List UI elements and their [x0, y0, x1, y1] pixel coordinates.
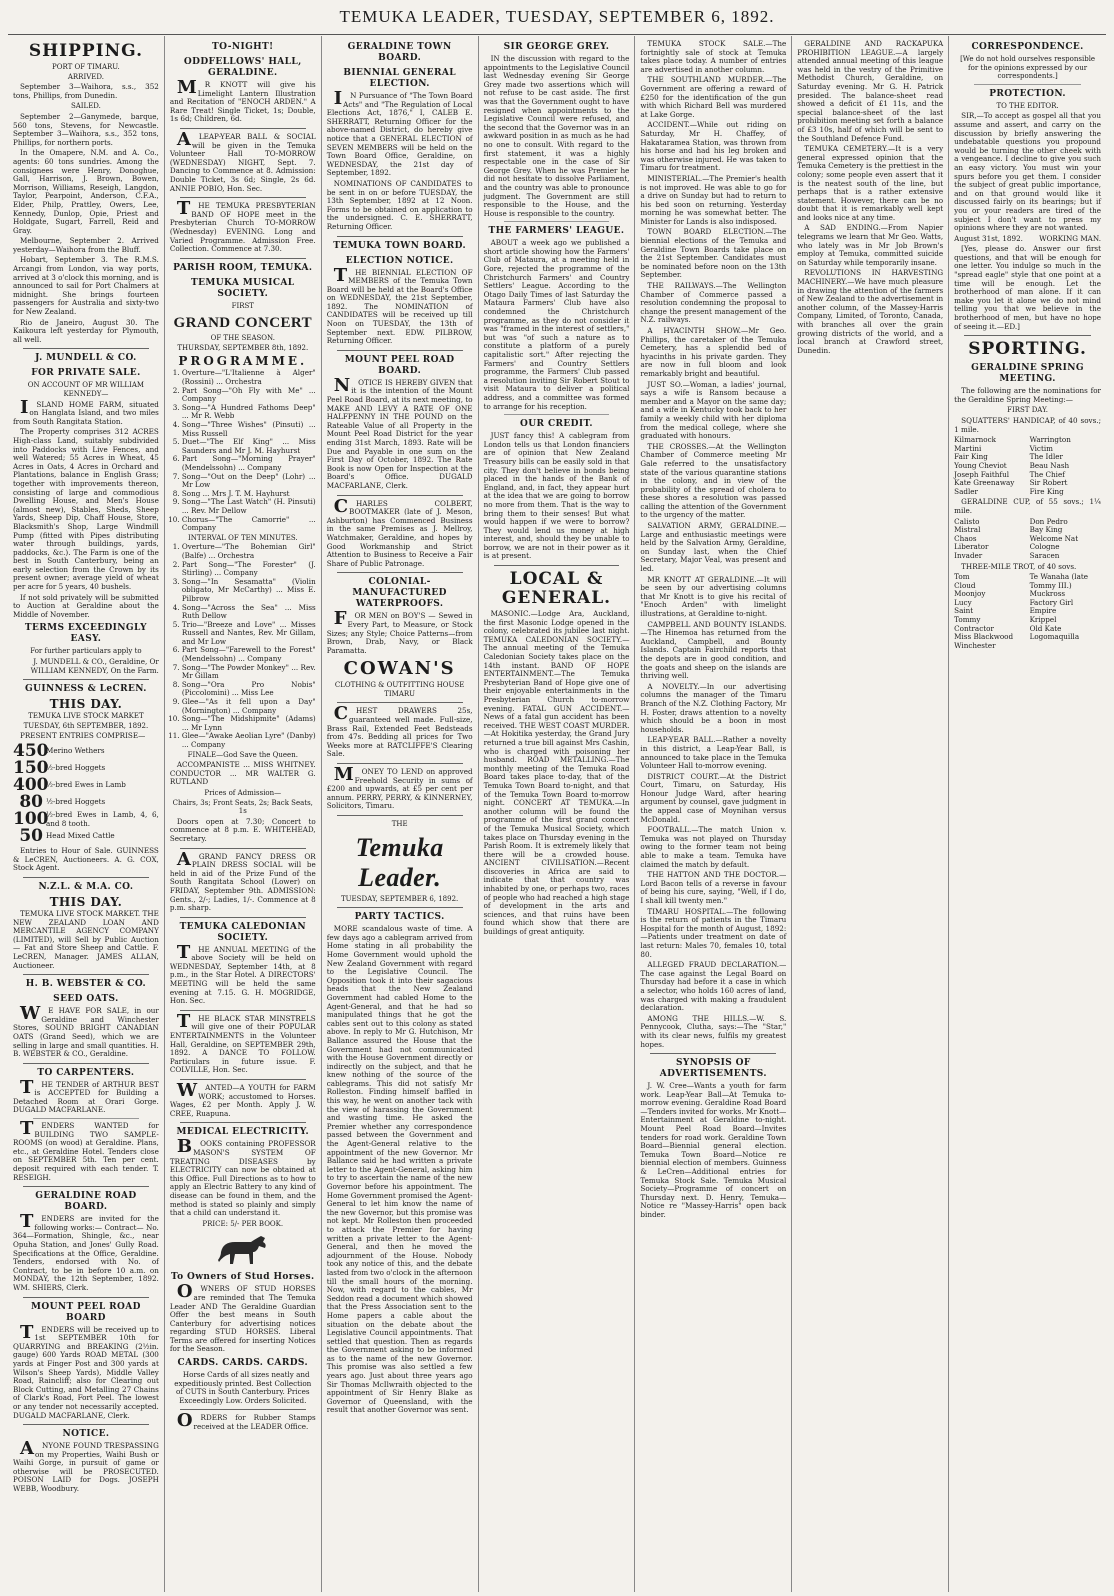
notice-text: ANYONE FOUND TRESPASSING on my Properties, Waihi Bush or Waihi Gorge, in pursuit of game or otherwise will be PROSECUTED. POISON LAID for Dogs. JOSEPH WEBB, Woodbury.	[13, 1438, 159, 1494]
tenders-text: TENDERS WANTED for BUILDING TWO SAMPLE-ROOMS (on wood) at Geraldine. Plans, etc., at Geraldine Hotel. Tenders close on SEPTEMBER 5th. Ten per cent. deposit required with each tender. T. RESEIGH.	[13, 1118, 159, 1182]
tonight-heading: TO-NIGHT!	[212, 42, 274, 52]
divider	[23, 1063, 149, 1064]
horse-name: Old Kate	[1029, 623, 1062, 633]
news-court: DISTRICT COURT.—At the District Court, Timaru, on Saturday, His Honour Judge Ward, after hearing argument by counsel, gave judgment in the appeal case of Moynihan versus McDonald.	[640, 771, 787, 824]
programme-item: 2. Part Song—"Oh Fly with Me" ... Company	[182, 387, 316, 404]
horse-name: Fire King	[1029, 486, 1064, 496]
letter-signature: WORKING MAN.	[1039, 233, 1101, 243]
leader-date: TUESDAY, SEPTEMBER 6, 1892.	[340, 894, 459, 903]
three-mile-race: THREE-MILE TROT, of 40 sovs.	[961, 561, 1077, 571]
prices-text: Chairs, 3s; Front Seats, 2s; Back Seats, 1s	[172, 798, 313, 816]
sir-george-text: IN the discussion with regard to the appointments to the Legislative Council last Wednesday evening Sir George Grey made two assertions which will not refuse to be cast aside. The first was that the Government ought to have resigned when appointments to the Legislative Council were refused, and the second that the Governor was in an awkward position in as much as he had no one to consult. With regard to the first statement, it was a highly respectable one in the case of Sir George Grey. When he was Premier he did not hesitate to dissolve Parliament, and the country was able to pronounce judgment. The Government are still responsible to the House, and the House is responsible to the country.	[483, 54, 630, 218]
divider	[180, 1079, 306, 1080]
horse-name: Cloud	[954, 580, 976, 590]
divider	[180, 917, 306, 918]
geraldine-road-heading: GERALDINE ROAD BOARD.	[35, 1191, 137, 1213]
stud-heading: To Owners of Stud Horses.	[171, 1272, 315, 1283]
column-1	[8, 36, 165, 1592]
divider	[33, 1118, 139, 1119]
horse-name: Beau Nash	[1029, 460, 1070, 470]
divider	[494, 565, 620, 566]
horse-name: Liberator	[954, 542, 989, 552]
horse-name: Joseph Faithful	[954, 469, 1009, 479]
apply-who: J. MUNDELL & CO., Geraldine, Or WILLIAM KENNEDY, On the Farm.	[30, 657, 159, 675]
this-day-heading: THIS DAY.	[49, 697, 123, 712]
divider	[23, 1186, 149, 1187]
correspondence-note: [We do not hold ourselves responsible for the opinions expressed by our correspondents.]	[960, 55, 1096, 81]
entry-label: ½-bred Hoggets	[46, 763, 106, 773]
caledonian-text: THE ANNUAL MEETING of the above Society will be held on WEDNESDAY, September 14th, at 8 p.m., in the Star Hotel. A DIRECTORS' MEETING will be held the same evening at 7.15. G. H. MOGRIDGE, Hon. Sec.	[169, 941, 316, 1006]
election-notice-heading: ELECTION NOTICE.	[345, 255, 454, 266]
squatters-race: SQUATTERS' HANDICAP, of 40 sovs.; 1 mile.	[954, 416, 1101, 434]
divider	[650, 1053, 776, 1054]
column-3	[322, 36, 479, 1592]
divider	[180, 1010, 306, 1011]
divider	[180, 1122, 306, 1123]
news-southland-murder: THE SOUTHLAND MURDER.—The Government are offering a reward of £250 for the identification of the gun with which Richard Bell was murdered at Lake Gorge.	[640, 75, 787, 119]
medical-text: BOOKS containing PROFESSOR MASON'S SYSTEM OF TREATING DISEASES by ELECTRICITY can now be obtained at this Office. Full Directions as to how to apply an Electric Battery to any kind of disease can be found in them, and the method is stated so plainly and simply that a child can understand it.	[169, 1136, 316, 1218]
island-farm-text: ISLAND HOME FARM, situated on Hanglata Island, and two miles from South Rangitata Station.	[13, 396, 159, 426]
entry-label: Head Mixed Cattle	[46, 831, 115, 841]
arrived-label: ARRIVED.	[67, 72, 104, 81]
nza-heading: N.Z.L. & M.A. CO.	[38, 881, 134, 892]
horse-name: Logomaquilla	[1029, 632, 1080, 642]
programme-item: 11. Glee—"Awake Aeolian Lyre" (Danby) ... Company	[182, 732, 316, 749]
hobart-text: Hobart, September 3. The R.M.S. Arcangi from London, via way ports, arrived at 3 o'clock this morning, and is announced to sail for Port Chalmers at midnight. She brings fourteen passengers for Australia and sixty-two for New Zealand.	[13, 255, 159, 317]
horse-name: Sadler	[954, 486, 978, 496]
programme-part-2	[170, 543, 316, 749]
accompanists: ACCOMPANISTE ... MISS WHITNEY. CONDUCTOR ... MR WALTER G. RUTLAND	[169, 760, 316, 787]
programme-item: 6. Part Song—"Morning Prayer" (Mendelssohn) ... Company	[182, 455, 316, 472]
credit-text: JUST fancy this! A cablegram from London tells us that London financiers are of opinion that New Zealand Treasury bills can be easily sold in that city. They don't believe in bonds being placed in the hands of the Bank of England, and, in fact, they appear hurt at the idea that we are going to borrow no more from them. That is the way to bring them to their senses! But what would happen if we were to borrow? They would lend us money at high interest, and, should they be unable to borrow, we are not in their power as it is at present.	[483, 431, 630, 561]
horse-name: Don Pedro	[1029, 516, 1068, 526]
horse-name: Te Wanaha (late	[1029, 572, 1089, 582]
programme-heading: PROGRAMME.	[178, 354, 308, 369]
farm-text: The Property comprises 312 ACRES High-class Land, suitably subdivided into Paddocks with Live Fences, and well Watered; 55 Acres in Wheat, 45 Acres in Oats, 4 Acres in Orchard and Plantations, balance in English Grass; together with improvements thereon, consisting of large and commodious Dwelling House, and Men's House (almost new), Stables, Sheds, Sheep Yards, Sheep Dip, Chaff House, Store, Blacksmith's Shop, Large Windmill Pump (fitted with Pipes distributing water through buildings, yards, paddocks, &c.). The Farm is one of the best in South Canterbury, being an early selection from the Crown by its present owner; average yield of wheat per acre for 5 years, 40 bushels.	[13, 427, 159, 592]
leader-title: Temuka Leader.	[355, 832, 444, 892]
horse-name: Factory Girl	[1029, 597, 1074, 607]
programme-item: 10. Chorus—"The Camorrie" ... Company	[182, 516, 316, 533]
party-tactics-text: MORE scandalous waste of time. A few days ago a cablegram arrived from Home stating in all probability the Home Government would uphold the New Zealand Government with regard to the Legislative Council. The Opposition took it into their sagacious heads that the New Zealand Government had cabled Home to the Agent-General, and that he had so manipulated things that he got the cables sent out to this colony as stated above. In reply to Mr G. Hutchison, Mr Ballance assured the House that the Government had not communicated with the House Government directly or indirectly on the subject, and that he knew nothing of the source of the cablegrams. This did not satisfy Mr Rolleston. Finding himself baffled in this way, he went on another tack with the view of harassing the Government and wasting time. He asked the Premier whether any correspondence passed between the Government and the Agent-General relative to the appointment of the new Governor. Mr Ballance said he had written a private letter to the Agent-General, asking him to try to ascertain the name of the new Governor before his appointment. The Home Government promised the Agent-General to let him know the name of the new Governor, but this promise was not kept. Mr Rolleston then proceeded to attack the Premier for having written a private letter to the Agent-General, and then he moved the adjournment of the House. Nobody took any notice of this, and the debate lasted from two o'clock in the afternoon till the small hours of the morning. Now, with regard to the cables, Mr Seddon read a document which showed that the Press Association sent to the Home papers a cable about the situation on the debate about the Legislative Council appointments. That settled that question. Then as regards the Government asking to be informed as to the name of the new Governor. This promise was also settled a few years ago. Just about three years ago Sir Thomas McIlwraith objected to the appointment of Sir Henry Blake as Governor of Queensland, with the result that another Governor was sent.	[326, 924, 473, 1415]
news-hospital: TIMARU HOSPITAL.—The following is the return of patients in the Timaru Hospital for the month of August, 1892:—Patients under treatment on date of last return: Males 70, females 10, total 80.	[640, 906, 787, 959]
stock-date: TUESDAY, 6th SEPTEMBER, 1892.	[23, 721, 149, 730]
farm-auction-text: If not sold privately will be submitted to Auction at Geraldine about the Middle of November.	[13, 592, 159, 619]
divider	[337, 763, 463, 764]
credit-heading: OUR CREDIT.	[520, 419, 593, 430]
synopsis-text: J. W. Cree—Wants a youth for farm work. Leap-Year Ball—At Temuka to-morrow evening. Geraldine Road Board—Tenders invited for works. Mr Knott—Entertainment at Geraldine to-night. Mount Peel Road Board—Invites tenders for road work. Geraldine Town Board—Biennial general election. Temuka Town Board—Notice re biennial election of members. Guinness & LeCren—Additional entries for Temuka Stock Sale. Temuka Musical Society—Programme of concert on Thursday next. D. Henry, Temuka—Notice re "Massey-Harris" open back binder.	[640, 1081, 787, 1219]
horse-name: Tommy	[954, 615, 981, 625]
programme-item: 4. Song—"Three Wishes" (Pinsuti) ... Miss Russell	[182, 421, 316, 438]
column-6	[792, 36, 949, 1592]
divider	[337, 236, 463, 237]
first-label: FIRST	[231, 301, 254, 310]
news-town-board: TOWN BOARD ELECTION.—The biennial elections of the Temuka and Geraldine Town Boards take place on the 21st September. Candidates must be nominated before noon on the 13th September.	[640, 227, 787, 280]
programme-part-1	[170, 369, 316, 532]
horse-name	[1030, 642, 1101, 651]
divider	[180, 848, 306, 849]
mount-peel-heading: MOUNT PEEL ROAD BOARD.	[344, 354, 455, 376]
horse-name: The Chief	[1029, 469, 1065, 479]
geraldine-road-text: TENDERS are invited for the following works:— Contract— No. 364—Formation, Shingle, &c., near Opuha Station, and Jones' Gully Road. Specifications at the Office, Geraldine. Tenders, endorsed with No. of Contract, to be in before 10 a.m. on MONDAY, the 12th September, 1892. WM. SHIERS, Clerk.	[13, 1211, 159, 1292]
first-day-label: FIRST DAY.	[1007, 406, 1049, 415]
divider	[504, 414, 610, 415]
melbourne-text: Melbourne, September 2. Arrived yesterday—Waihora from the Bluff.	[13, 236, 159, 254]
season-label: OF THE SEASON.	[210, 334, 275, 343]
rio-text: Rio de Janeiro, August 30. The Kaikoura left yesterday for Plymouth, all well.	[13, 317, 159, 344]
divider	[23, 974, 149, 975]
horse-name: Lucy	[954, 597, 972, 607]
divider	[337, 702, 463, 703]
horse-name: Saracen	[1029, 550, 1060, 560]
geraldine-cup-race: GERALDINE CUP, of 55 sovs.; 1¼ mile.	[954, 497, 1101, 515]
entries-list	[13, 743, 159, 845]
doors-text: Doors open at 7.30; Concert to commence at 8 p.m. E. WHITEHEAD, Secretary.	[169, 816, 316, 843]
horse-name: Muckross	[1029, 589, 1066, 599]
sir-george-heading: SIR GEORGE GREY.	[503, 42, 610, 52]
divider	[337, 350, 463, 351]
nominations-note: The following are the nominations for the Geraldine Spring Meeting:—	[954, 386, 1101, 404]
spring-meeting-heading: GERALDINE SPRING MEETING.	[971, 363, 1084, 385]
shipping-heading: SHIPPING.	[28, 41, 144, 61]
horse-name: Tommy III.)	[1029, 580, 1072, 590]
horse-name: Empire	[1029, 606, 1057, 616]
rate-text: NOTICE IS HEREBY GIVEN that it is the intention of the Mount Peel Road Board, at its next meeting, to MAKE AND LEVY A RATE OF ONE HALFPENNY IN THE POUND on the Rateable Value of all Property in the Mount Peel Road District for the year ending 31st March, 1893. Rate will be Due and Payable in one sum on the First Day of October, 1892. The Rate Book is now Open for Inspection at the Board's Office. DUGALD MACFARLANE, Clerk.	[326, 374, 473, 490]
synopsis-heading: SYNOPSIS OF ADVERTISEMENTS.	[659, 1058, 767, 1080]
divider	[23, 1297, 149, 1298]
horse-name: Bay King	[1029, 525, 1063, 535]
seed-oats-heading: SEED OATS.	[53, 994, 119, 1005]
horse-name: Moonjoy	[954, 589, 986, 599]
biennial-heading: BIENNIAL GENERAL ELECTION.	[343, 68, 456, 89]
news-crosses: THE CROSSES.—At the Wellington Chamber of Commerce meeting Mr Gale referred to the unsatisfactory state of the various quarantine stations in the colony, and in view of the probability of the spread of cholera to these shores a resolution was passed calling the attention of the Government to the urgency of the matter.	[640, 441, 787, 520]
entry-count: 150	[13, 758, 49, 778]
news-hyacinth: A HYACINTH SHOW.—Mr Geo. Phillips, the caretaker of the Temuka Cemetery, has a splendid bed of hyacinths in his private garden. They are now in full bloom and look remarkably bright and beautiful.	[640, 326, 787, 378]
present-entries: PRESENT ENTRIES COMPRISE—	[20, 731, 146, 741]
news-cemetery: TEMUKA CEMETERY.—It is a very general expressed opinion that the Temuka Cemetery is the prettiest in the colony; some people even assert that it is the neatest south of the line, but perhaps that is a rather extensive statement. However, there can be no doubt that it is remarkably well kept and looks nice at any time.	[797, 144, 944, 222]
programme-item: 1. Overture—"L'Italienne à Alger" (Rossini) ... Orchestra	[182, 369, 316, 386]
election-text: IN Pursuance of "The Town Board Acts" and "The Regulation of Local Elections Act, 1876," I, CALEB E. SHERRATT, Returning Officer for the above-named District, do hereby give notice that a GENERAL ELECTION of SEVEN MEMBERS will be held on the Town Board Office, Geraldine, on WEDNESDAY, the 21st day of September, 1892.	[326, 88, 473, 178]
news-sad-ending: A SAD ENDING.—From Napier telegrams we learn that Mr Geo. Watts, who lately was in Mr Job Brown's employ at Temuka, committed suicide on Saturday while temporarily insane.	[797, 223, 944, 267]
party-tactics-heading: PARTY TACTICS.	[354, 912, 445, 923]
colbert-text: CHARLES COLBERT, BOOTMAKER (late of J. Meson, Ashburton) has Commenced Business in the same Premises as J. Mellroy, Watchmaker, Geraldine, and hopes by Good Workmanship and Strict Attention to Business to Receive a Fair Share of Public Patronage.	[326, 495, 473, 568]
horse-name: Victim	[1029, 443, 1053, 453]
programme-item: 2. Part Song—"The Forester" (J. Stirling) ... Company	[182, 561, 316, 578]
newspaper-columns	[8, 36, 1106, 1592]
carpenters-text: THE TENDER of ARTHUR BEST is ACCEPTED for Building a Detached Room at Orari Gorge. DUGALD MACFARLANE.	[13, 1076, 159, 1115]
carpenters-heading: TO CARPENTERS.	[37, 1067, 135, 1078]
arrived-text: September 3—Waihora, s.s., 352 tons, Phillips, from Dunedin.	[13, 82, 159, 100]
programme-item: 1. Overture—"The Bohemian Girl" (Balfe) ... Orchestra	[182, 543, 316, 560]
prices-title: Prices of Admission—	[204, 788, 282, 797]
this-day-heading: THIS DAY.	[49, 894, 123, 909]
column-4	[479, 36, 636, 1592]
cowans-sub: CLOTHING & OUTFITTING HOUSE TIMARU	[334, 681, 465, 698]
stud-text: OWNERS OF STUD HORSES are reminded that The Temuka Leader AND The Geraldine Guardian Offer the best means in South Canterbury for advertising notices regarding STUD HORSES. Liberal Terms are offered for inserting Notices for the Season.	[169, 1281, 316, 1354]
horse-name: Winchester	[954, 640, 996, 650]
temuka-town-heading: TEMUKA TOWN BOARD.	[333, 240, 467, 251]
entry-row	[13, 828, 159, 845]
parish-room-heading: PARISH ROOM, TEMUKA.	[173, 262, 313, 273]
mount-peel-heading: MOUNT PEEL ROAD BOARD	[31, 1301, 141, 1323]
divider	[23, 679, 149, 680]
divider	[180, 258, 306, 259]
letter-signoff	[954, 235, 1101, 244]
masthead: TEMUKA LEADER, TUESDAY, SEPTEMBER 6, 1892.	[8, 0, 1106, 35]
squatters-horses	[954, 436, 1101, 496]
divider	[23, 348, 149, 349]
horse-name: Krippel	[1029, 615, 1057, 625]
divider	[337, 495, 463, 496]
horse-name: Contractor	[954, 623, 994, 633]
to-editor-label: TO THE EDITOR.	[996, 101, 1059, 110]
news-stock-sale: TEMUKA STOCK SALE.—The fortnightly sale of stock at Temuka takes place today. A number of entries are advertised in another column.	[640, 39, 787, 74]
news-just-so: JUST SO.—Woman, a ladies' journal, says a wife is Ransom because a member and a Mayor on the same day; and a wife in Kentucky took back to her family a weekly child with her diploma from the medical college, where she graduated with honours.	[640, 379, 787, 441]
programme-item: 7. Song—"Out on the Deep" (Lohr) ... Mr Low	[182, 473, 316, 490]
programme-item: 8. Song—"Ora Pro Nobis" (Piccolomini) ... Miss Lee	[182, 681, 316, 698]
divider	[504, 221, 610, 222]
oddfellows-heading: ODDFELLOWS' HALL, GERALDINE.	[183, 57, 302, 78]
grand-concert-heading: GRAND CONCERT	[173, 315, 312, 332]
concert-date: THURSDAY, SEPTEMBER 8th, 1892.	[177, 343, 309, 352]
letter-date: August 31st, 1892.	[954, 233, 1023, 243]
news-accident: ACCIDENT.—While out riding on Saturday, Mr H. Chaffey, of Hakataramea Station, was thrown from his horse and had his leg broken and was otherwise injured. He was taken to Timaru for treatment.	[640, 120, 787, 173]
sailed-label: SAILED.	[70, 102, 101, 111]
presbyterian-text: THE TEMUKA PRESBYTERIAN BAND OF HOPE meet in the Presbyterian Church TO-MORROW (Wednesday) EVENING. Long and Varied Programme. Admission Free. Collection. Commence at 7.30.	[169, 198, 316, 254]
money-text: MONEY TO LEND on approved Freehold Security in sums of £200 and upwards, at £5 per cent per annum. PERRY, PERRY, & KINNERNEY, Solicitors, Timaru.	[326, 764, 473, 811]
port-heading: PORT OF TIMARU.	[52, 63, 120, 71]
programme-item: 8. Song ... Mrs J. T. M. Hayhurst	[182, 490, 316, 499]
entry-count: 80	[19, 792, 43, 812]
wanted-text: WANTED—A YOUTH for FARM WORK; accustomed to Horses. Wages, £2 per Month. Apply J. W. CREE, Ruapuna.	[169, 1080, 316, 1118]
divider	[180, 197, 306, 198]
geraldine-town-heading: GERALDINE TOWN BOARD.	[347, 42, 452, 63]
finale-label: FINALE—God Save the Queen.	[187, 750, 298, 759]
entry-count: 100	[13, 809, 49, 830]
horse-name: Welcome Nat	[1029, 533, 1079, 543]
divider	[974, 84, 1081, 85]
editor-reply: [Yes, please do. Answer our first questions, and that will be enough for one letter. You indulge so much in the "spread eagle" style that one point at a time will be enough. Let the brotherhood of man alone. If it can make you let it alone we do not mind telling you that we believe in the brotherhood of men, but have no hope of seeing it.—ED.]	[954, 244, 1101, 331]
seed-oats-text: WE HAVE FOR SALE, in our Geraldine and Winchester Stores, SOUND BRIGHT CANADIAN OATS (Grand Seed), which we are selling in large and small quantities. H. B. WEBSTER & CO., Geraldine.	[13, 1003, 159, 1059]
local-general-text: MASONIC.—Lodge Ara, Auckland, the first Masonic Lodge opened in the colony, celebrated its jubilee last night. TEMUKA CALEDONIAN SOCIETY.—The annual meeting of the Temuka Caledonian Society takes place on the 14th instant. BAND OF HOPE ENTERTAINMENT.—The Temuka Presbyterian Band of Hope give one of their enjoyable entertainments in the Presbyterian Church to-morrow evening. FATAL GUN ACCIDENT.—News of a fatal gun accident has been received. THE WEST COAST MURDER.—At Hokitika yesterday, the Grand Jury returned a true bill against Mrs Cashin, who is charged with poisoning her husband. ROAD METALLING.—The monthly meeting of the Temuka Road Board takes place to-day, that of the Temuka Town Board to-night, and that of the Temuka Town Board to-morrow night. CONCERT AT TEMUKA.—In another column will be found the programme of the first grand concert of the Temuka Musical Society, which takes place on Thursday evening in the Parish Room. It is extremely likely that there will be a crowded house. ANCIENT CIVILISATION.—Recent discoveries in Africa are said to indicate that that country was inhabited by one, or perhaps two, races of people who had reached a high stage of development in the arts and sciences, and that ruins have been found which show that there are buildings of great antiquity.	[483, 609, 630, 937]
column-7	[949, 36, 1106, 1592]
column-2	[165, 36, 322, 1592]
horse-name: Invader	[954, 550, 983, 560]
apply-text: For further particulars apply to	[30, 647, 142, 656]
news-leap-year: LEAP-YEAR BALL.—Rather a novelty in this district, a Leap-Year Ball, is announced to take place in the Temuka Volunteer Hall to-morrow evening.	[640, 735, 787, 771]
guinness-heading: GUINNESS & LeCREN.	[25, 684, 147, 695]
horse-icon	[170, 1232, 316, 1268]
the-label: THE	[391, 820, 408, 828]
news-ministerial: MINISTERIAL.—The Premier's health is not improved. He was able to go for a drive on Sunday but had to return to his bed soon on returning. Yesterday morning he was somewhat better. The Minister for Lands is also indisposed.	[640, 173, 787, 226]
private-sale-heading: FOR PRIVATE SALE.	[31, 368, 141, 379]
entry-label: Merino Wethers	[46, 746, 105, 756]
entries-close: Entries to Hour of Sale. GUINNESS & LeCREN, Auctioneers. A. G. COX, Stock Agent.	[13, 846, 159, 873]
cards-text: Horse Cards of all sizes neatly and expeditiously printed. Best Collection of CUTS in South Canterbury. Prices Exceedingly Low. Orders Solicited.	[174, 1370, 312, 1405]
programme-item: 3. Song—"A Hundred Fathoms Deep" ... Mr R. Webb	[182, 404, 316, 421]
horse-name: Calisto	[954, 516, 980, 526]
farmers-text: ABOUT a week ago we published a short article showing how the Farmers' Club of Mataura, at a meeting held in Gore, rejected the programme of the Christchurch Farmers' and Country Settlers' League. According to the Otago Daily Times of last Saturday the Mataura Farmers' Club have also condemned the Christchurch programme, as they do not consider it was "framed in the interest of settlers," but was "of such a nature as to constitute a platform of a purely capitalistic sort." After rejecting the Farmers' and Country Settlers programme, the Farmers' Club passed a resolution inviting Sir Robert Stout to visit Mataura to deliver a political address, and a committee was formed to arrange for his reception.	[483, 238, 630, 411]
entry-label: ½-bred Hoggets	[46, 797, 106, 807]
entry-label: ½-bred Ewes in Lamb, 4, 6, and 8 tooth.	[46, 810, 159, 828]
programme-item: 5. Duet—"The Elf King" ... Miss Saunders and Mr J. M. Hayhurst	[182, 438, 316, 455]
news-campbell: CAMPBELL AND BOUNTY ISLANDS.—The Hinemoa has returned from the Auckland, Campbell, and Bounty Islands. Captain Fairchild reports that the depots are in good condition, and the goats and sheep on the islands are thriving well.	[640, 619, 787, 681]
divider	[23, 1424, 149, 1425]
news-railways: THE RAILWAYS.—The Wellington Chamber of Commerce passed a resolution condemning the proposal to change the present management of the N.Z. railways.	[640, 281, 787, 325]
entry-count: 50	[19, 826, 43, 847]
horse-name: Sir Robert	[1029, 478, 1068, 488]
sailed-text: September 2—Ganymede, barque, 560 tons, Stevens, for Newcastle. September 3—Waihora, s.s., 352 tons, Phillips, for northern ports.	[13, 111, 159, 147]
trot-horses	[954, 573, 1101, 650]
news-fraud: ALLEGED FRAUD DECLARATION.—The case against the Legal Board on Thursday had before it a case in which a selector, who holds 160 acres of land, was charged with making a fraudulent declaration.	[640, 960, 787, 1013]
minstrels-text: THE BLACK STAR MINSTRELS will give one of their POPULAR ENTERTAINMENTS in the Volunteer Hall, Geraldine, on SEPTEMBER 29th, 1892. A DANCE TO FOLLOW. Particulars in future issue. F. COLVILLE, Hon. Sec.	[169, 1010, 316, 1075]
news-novelty: A NOVELTY.—In our advertising columns the manager of the Timaru Branch of the N.Z. Clothing Factory, Mr H. Foster, draws attention to a novelty which should be a boon in most households.	[640, 681, 787, 734]
programme-item: 4. Song—"Across the Sea" ... Miss Ruth Dellow	[182, 604, 316, 621]
cup-horses	[954, 518, 1101, 561]
stock-market-heading: TEMUKA LIVE STOCK MARKET	[28, 712, 144, 721]
horse-name: Warrington	[1029, 435, 1071, 445]
caledonian-heading: TEMUKA CALEDONIAN SOCIETY.	[179, 921, 306, 943]
webster-heading: H. B. WEBSTER & CO.	[25, 979, 147, 990]
programme-item: 3. Song—"In Sesamatta" (Violin obligato, Mr McCarthy) ... Miss E. Pilbrow	[182, 578, 316, 604]
divider	[337, 815, 463, 816]
sporting-heading: SPORTING.	[968, 339, 1087, 360]
news-hatton: THE HATTON AND THE DOCTOR.—Lord Bacon tells of a reverse in favour of being his cure, saying, "Well, if I do, I shall kill twenty men."	[640, 870, 787, 905]
programme-item: 9. Glee—"As it fell upon a Day" (Mornington) ... Company	[182, 698, 316, 715]
knott-text: MR KNOTT will give his Limelight Lantern Illustration and Recitation of "ENOCH ARDEN." A Rare Treat! Single Ticket, 1s; Double, 1s 6d; Children, 6d.	[169, 77, 316, 124]
farmers-heading: THE FARMERS' LEAGUE.	[488, 226, 625, 237]
notice-heading: NOTICE.	[62, 1429, 110, 1440]
nominations-text: NOMINATIONS OF CANDIDATES to be sent in on or before TUESDAY, the 13th September, 1892 at 12 Noon. Forms to be obtained on application to the undersigned. C. E. SHERRATT, Returning Officer.	[326, 178, 473, 231]
horse-name: Tom	[954, 572, 970, 582]
programme-item: 9. Song—"The Last Watch" (H. Pinsuti) ... Rev. Mr Dellow	[182, 498, 316, 515]
horse-name: The Idler	[1029, 452, 1063, 462]
medical-heading: MEDICAL ELECTRICITY.	[176, 1127, 310, 1138]
horse-name: Cologne	[1029, 542, 1060, 552]
divider	[180, 128, 306, 129]
nza-text: TEMUKA LIVE STOCK MARKET. THE NEW ZEALAND LOAN AND MERCANTILE AGENCY COMPANY (LIMITED), will Sell by Public Auction— Fat and Store Sheep and Cattle. F. LeCREN, Manager. JAMES ALLAN, Auctioneer.	[13, 908, 159, 970]
news-hills: AMONG THE HILLS.—W. S. Pennycook, Clutha, says:—The "Star," with its clear news, fulfils my greatest hopes.	[640, 1013, 787, 1049]
leap-year-text: ALEAP-YEAR BALL & SOCIAL will be given in the Temuka Volunteer Hall TO-MORROW (WEDNESDAY) NIGHT, Sept. 7. Dancing to Commence at 8. Admission: Double Ticket, 3s 6d; Single, 2s 6d. ANNIE POBIO, Hon. Sec.	[169, 128, 316, 193]
divider	[23, 877, 149, 878]
mundell-heading: J. MUNDELL & CO.	[35, 353, 137, 364]
divider	[964, 335, 1091, 336]
divider	[337, 907, 463, 908]
colonial-heading: COLONIAL-MANUFACTURED WATERPROOFS.	[352, 577, 447, 610]
local-general-heading: LOCAL & GENERAL.	[501, 569, 612, 609]
programme-item: 10. Song—"The Midshipmite" (Adams) ... Mr Lynn	[182, 715, 316, 732]
mount-peel-text: TENDERS will be received up to 1st SEPTEMBER 10th for QUARRYING and BREAKING (2½in. gauge) 600 Yards ROAD METAL (300 yards at Finger Post and 300 yards at Wilson's Sheep Yards), Middle Valley Road, Raincliff; also for Clearing out Block Cutting, and Metalling 27 Chains of Clark's Road, Fort Peel. The lowest or any tender not necessarily accepted. DUGALD MACFARLANE, Clerk.	[13, 1321, 159, 1420]
news-revolutions: REVOLUTIONS IN HARVESTING MACHINERY.—We have much pleasure in drawing the attention of the farmers of New Zealand to the advertisement in another column, of the Massey-Harris Company, Limited, of Toronto, Canada, with branches all over the grain growing districts of the world, and a local branch at Crawford street, Dunedin.	[797, 268, 944, 355]
horse-name: Chaos	[954, 533, 977, 543]
horse-name: Martini	[954, 443, 982, 453]
interval-label: INTERVAL OF TEN MINUTES.	[187, 533, 298, 542]
news-salvation: SALVATION ARMY, GERALDINE.—Large and enthusiastic meetings were held by the Salvation Army, Geraldine, on Sunday last, when the Chief Secretary, Major Veal, was present and led.	[640, 521, 787, 574]
drawers-text: CHEST DRAWERS 25s, guaranteed well made. Full-size, Brass Rail, Extended Feet Bedsteads from 47s. Bedding all prices for Two Weeks more at RATCLIFFE'S Clearing Sale.	[326, 703, 473, 759]
news-rackapuka: GERALDINE AND RACKAPUKA PROHIBITION LEAGUE.—A largely attended annual meeting of this league was held in the vestry of the Primitive Methodist Church, Geraldine, on Saturday evening. Mr G. H. Patrick presided. The balance-sheet read showed a deficit of £1 11s, and the special balance-sheet of the last prohibition meeting set forth a balance of £3 10s, half of which will be sent to the Southland Defence Fund.	[797, 39, 944, 143]
inwards-text: In the Omapere, N.M. and A. Co., agents: 60 tons sundries. Among the consignees were Henry, Donoghue, Gall, Harrison, J. Brown, Bowen, Morrison, Williams, Reseigh, Langdon, Taylor, Pearpoint, Anderson, C.F.A., Elder, Philp, Prattley, Owers, Lee, Kennedy, Dunlop, Opie, Priest and Holdgate, Sugart, Farrell, Reid and Gray.	[13, 148, 159, 235]
protection-text: SIR,—To accept as gospel all that you assume and assert, and carry on the discussion by briefly answering the undebatable questions you propound would be turning the other cheek with a vengeance. I decline to give you such an easy victory. You must win your spurs before you get them. I consider the subject of great public importance, and on that ground would like it discussed fairly on its bearings; but if you or your readers are tired of the subject I don't want to press my opinions where they are not wanted.	[954, 111, 1101, 233]
horse-name: Young Cheviot	[954, 460, 1007, 470]
news-football: FOOTBALL.—The match Union v. Temuka was not played on Thursday owing to the former team not being able to make a team. Temuka have claimed the match by default.	[640, 825, 787, 869]
horse-name: Kate Greenaway	[954, 478, 1015, 488]
horse-name: Fair King	[954, 452, 988, 462]
news-knott: MR KNOTT AT GERALDINE.—It will be seen by our advertising columns that Mr Knott is to give his recital of "Enoch Arden" with limelight illustrations, at Geraldine to-night.	[640, 574, 787, 618]
horse-name: Mistral	[954, 525, 981, 535]
musical-society-heading: TEMUKA MUSICAL SOCIETY.	[191, 277, 295, 299]
horse-name: Miss Blackwood	[954, 632, 1014, 642]
entry-count: 450	[13, 741, 49, 761]
entry-label: ½-bred Ewes in Lamb	[46, 780, 126, 790]
terms-heading: TERMS EXCEEDINGLY EASY.	[24, 623, 147, 645]
programme-item: 5. Trio—"Breeze and Love" ... Misses Russell and Nantes, Rev. Mr Gillam, and Mr Low	[182, 621, 316, 647]
divider	[337, 572, 463, 573]
temuka-election-text: THE BIENNIAL ELECTION OF MEMBERS of the Temuka Town Board will be held at the Board's Office on WEDNESDAY, the 21st September, 1892. The NOMINATION of CANDIDATES will be received up till Noon on TUESDAY, the 13th of September next. EDW. PILBROW, Returning Officer.	[326, 264, 473, 346]
column-5	[635, 36, 792, 1592]
horse-name: Saint	[954, 606, 974, 616]
grand-fancy-text: AGRAND FANCY DRESS OR PLAIN DRESS SOCIAL will be held in aid of the Prize Fund of the South Rangitata School (Lower) on FRIDAY, September 9th. ADMISSION: Gents., 2/-; Ladies, 1/-. Commence at 8 p.m. sharp.	[169, 848, 316, 913]
protection-heading: PROTECTION.	[989, 88, 1066, 99]
private-sale-sub: ON ACCOUNT OF MR WILLIAM KENNEDY—	[27, 381, 145, 398]
cowans-heading: COWAN'S	[343, 658, 456, 680]
cards-heading: CARDS. CARDS. CARDS.	[177, 1358, 309, 1369]
rubber-stamps-text: ORDERS for Rubber Stamps received at the LEADER Office.	[176, 1410, 316, 1432]
programme-item: 7. Song—"The Powder Monkey" ... Rev. Mr Gillam	[182, 664, 316, 681]
programme-item: 6. Part Song—"Farewell to the Forest" (Mendelssohn) ... Company	[182, 646, 316, 663]
entry-count: 400	[13, 775, 49, 795]
divider	[180, 1409, 306, 1410]
horse-name: Kilmarnock	[954, 435, 996, 445]
price-text: PRICE: 5/- PER BOOK.	[202, 1219, 284, 1228]
correspondence-heading: CORRESPONDENCE.	[971, 42, 1084, 52]
colonial-text: FOR MEN on BOY'S — Sewed in Every Part, to Measure, or Stock Sizes; any Style; Choice Patterns—from Brown, Drab, Navy, or Black Paramatta.	[326, 608, 473, 655]
